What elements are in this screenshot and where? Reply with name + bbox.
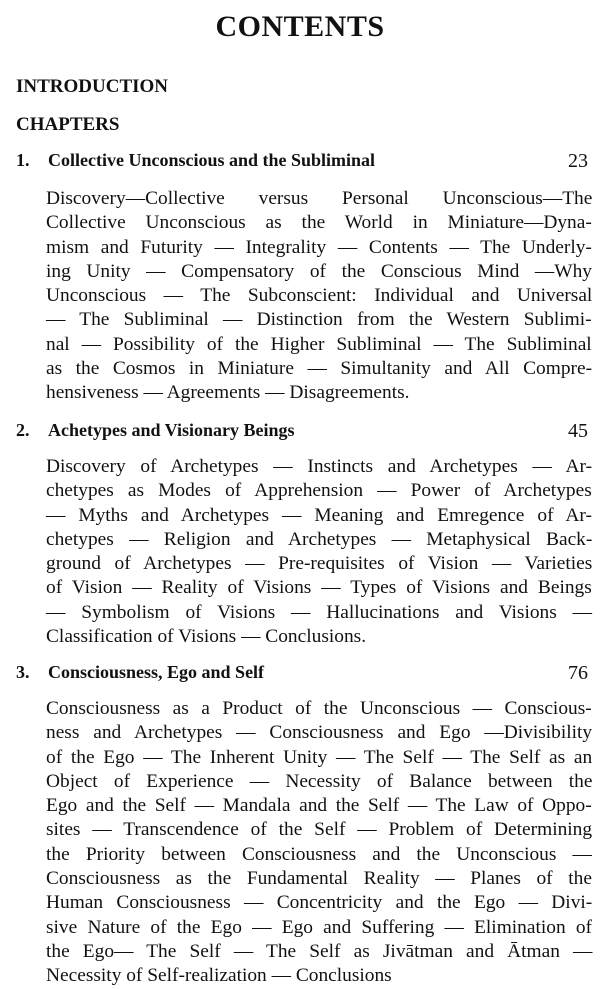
summary-line: ing Unity — Compensatory of the Conscious Mind —Why <box>46 260 592 282</box>
summary-line: — Myths and Archetypes — Meaning and Emregence of Ar- <box>46 504 592 526</box>
summary-line: the Priority between Consciousness and the Unconscious — <box>46 843 592 865</box>
chapter-title: Consciousness, Ego and Self <box>48 662 265 682</box>
introduction-heading: INTRODUCTION <box>16 76 169 97</box>
summary-line: Discovery of Archetypes — Instincts and Archetypes — Ar- <box>46 456 593 477</box>
chapter-1-heading <box>16 150 588 176</box>
chapter-page-number: 45 <box>568 420 588 442</box>
chapter-3-summary <box>46 697 592 989</box>
summary-line: chetypes as Modes of Apprehension — Power of Archetypes <box>46 480 592 502</box>
chapter-number: 1. <box>16 150 30 170</box>
summary-line: ground of Archetypes — Pre-requisites of Vision — Varieties <box>46 553 593 575</box>
summary-line: Ego and the Self — Mandala and the Self — The Law of Oppo- <box>46 795 592 817</box>
summary-line: Unconscious — The Subconscient: Individual and Universal <box>46 285 593 307</box>
summary-line: — Symbolism of Visions — Hallucinations and Visions — <box>46 601 593 623</box>
summary-line: Discovery—Collective versus Personal Unconscious—The <box>46 188 593 209</box>
chapter-page-number: 76 <box>568 662 588 684</box>
chapter-number: 2. <box>16 420 30 440</box>
summary-line: ness and Archetypes — Consciousness and Ego —Divisibility <box>46 722 593 744</box>
summary-line: of the Ego — The Inherent Unity — The Self — The Self as an <box>46 746 593 768</box>
chapters-heading: CHAPTERS <box>16 114 120 135</box>
summary-line: Consciousness as the Fundamental Reality — Planes of the <box>46 868 592 890</box>
chapter-2-summary <box>46 455 592 649</box>
summary-line: chetypes — Religion and Archetypes — Metaphysical Back- <box>46 528 593 550</box>
chapter-2-heading <box>16 420 588 446</box>
summary-line: nal — Possibility of the Higher Subliminal — The Subliminal <box>46 333 592 355</box>
summary-line: hensiveness — Agreements — Disagreements. <box>46 382 410 404</box>
summary-line: Necessity of Self-realization — Conclusions <box>46 965 392 987</box>
summary-line: Collective Unconscious as the World in Miniature—Dyna- <box>46 212 592 234</box>
summary-line: Classification of Visions — Conclusions. <box>46 626 367 648</box>
chapter-3-heading <box>16 662 588 688</box>
summary-line: — The Subliminal — Distinction from the Western Sublimi- <box>46 309 592 331</box>
summary-line: sites — Transcendence of the Self — Problem of Determining <box>46 819 593 841</box>
summary-line: the Ego— The Self — The Self as Jivātman and Ātman — <box>46 940 593 962</box>
chapter-title: Achetypes and Visionary Beings <box>48 420 295 440</box>
summary-line: Human Consciousness — Concentricity and the Ego — Divi- <box>46 892 593 914</box>
chapter-number: 3. <box>16 662 30 682</box>
page-title: CONTENTS <box>215 10 385 43</box>
summary-line: of Vision — Reality of Visions — Types of Visions and Beings <box>46 577 592 599</box>
chapter-page-number: 23 <box>568 150 588 172</box>
summary-line: sive Nature of the Ego — Ego and Suffering — Elimination of <box>46 916 593 938</box>
chapter-1-summary <box>46 187 592 406</box>
chapter-title: Collective Unconscious and the Subliminal <box>48 150 376 170</box>
summary-line: Object of Experience — Necessity of Balance between the <box>46 770 593 792</box>
summary-line: mism and Futurity — Integrality — Contents — The Underly- <box>46 236 592 258</box>
summary-line: Consciousness as a Product of the Unconscious — Conscious- <box>46 698 592 719</box>
summary-line: as the Cosmos in Miniature — Simultanity and All Compre- <box>46 358 593 380</box>
